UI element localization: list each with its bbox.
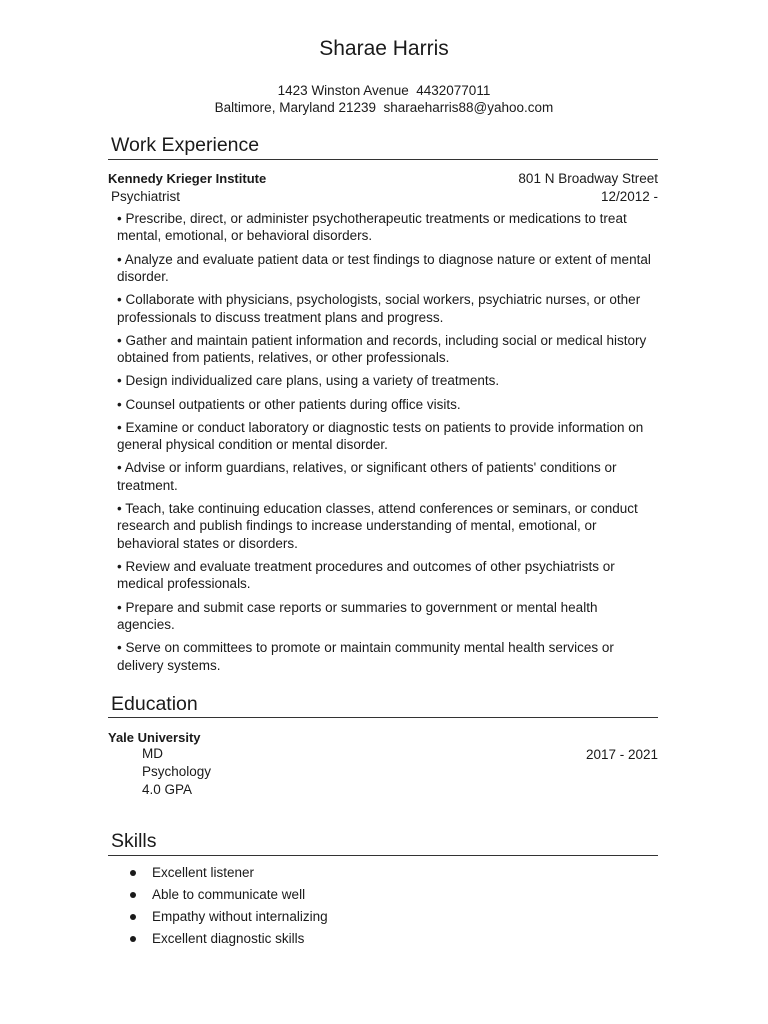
skill-label: Excellent diagnostic skills bbox=[152, 931, 305, 946]
field-of-study: Psychology bbox=[142, 764, 212, 779]
bullet-dot-icon bbox=[130, 870, 136, 876]
work-experience-divider bbox=[108, 159, 658, 160]
skills-divider bbox=[108, 855, 658, 856]
school-name: Yale University bbox=[108, 730, 201, 745]
job-dates: 12/2012 - bbox=[600, 189, 658, 204]
degree: MD bbox=[142, 746, 163, 761]
bullet-dot-icon bbox=[130, 892, 136, 898]
responsibility-item: • Prepare and submit case reports or summaries to government or mental health agencies. bbox=[117, 599, 598, 633]
responsibility-item: • Collaborate with physicians, psychologists, social workers, psychiatric nurses, or other professionals to discuss treatment plans and progress. bbox=[117, 292, 641, 325]
employer-name: Kennedy Krieger Institute bbox=[108, 171, 267, 186]
responsibility-item: • Review and evaluate treatment procedures and outcomes of other psychiatrists or medical professionals. bbox=[117, 559, 615, 592]
responsibility-item: • Teach, take continuing education classes, attend conferences or seminars, or conduct research and publish findings to increase understanding of mental, emotional, or behavioral states or disorders. bbox=[117, 501, 638, 551]
skill-item bbox=[130, 928, 328, 950]
contact-line-address-phone: 1423 Winston Avenue 4432077011 bbox=[277, 83, 491, 98]
education-dates: 2017 - 2021 bbox=[585, 747, 658, 762]
candidate-name: Sharae Harris bbox=[319, 37, 449, 60]
responsibility-item: • Analyze and evaluate patient data or test findings to diagnose nature or extent of mental disorder. bbox=[117, 251, 651, 285]
employer-address: 801 N Broadway Street bbox=[518, 171, 658, 186]
skill-item bbox=[130, 906, 328, 928]
skill-label: Able to communicate well bbox=[152, 887, 306, 902]
job-title: Psychiatrist bbox=[111, 189, 181, 204]
responsibility-item: • Serve on committees to promote or maintain community mental health services or delivery systems. bbox=[117, 640, 614, 673]
work-experience-heading: Work Experience bbox=[111, 134, 260, 156]
bullet-dot-icon bbox=[130, 936, 136, 942]
skill-label: Empathy without internalizing bbox=[152, 909, 328, 924]
skills-list bbox=[130, 862, 328, 950]
skill-label: Excellent listener bbox=[152, 865, 255, 880]
responsibility-item: • Design individualized care plans, using a variety of treatments. bbox=[117, 373, 500, 389]
gpa: 4.0 GPA bbox=[142, 782, 193, 797]
skill-item bbox=[130, 884, 328, 906]
responsibility-item: • Counsel outpatients or other patients during office visits. bbox=[117, 396, 461, 412]
responsibility-item: • Gather and maintain patient information and records, including social or medical history obtained from patients, relatives, or other professionals. bbox=[117, 332, 647, 366]
education-heading: Education bbox=[111, 693, 198, 715]
responsibility-item: • Advise or inform guardians, relatives, or significant others of patients' conditions or treatment. bbox=[117, 460, 617, 493]
responsibility-item: • Examine or conduct laboratory or diagnostic tests on patients to provide information on general physical condition or mental disorder. bbox=[117, 419, 644, 453]
skills-heading: Skills bbox=[111, 830, 157, 852]
bullet-dot-icon bbox=[130, 914, 136, 920]
skill-item bbox=[130, 862, 328, 884]
responsibility-item: • Prescribe, direct, or administer psychotherapeutic treatments or medications to treat mental, emotional, or behavioral disorders. bbox=[117, 211, 627, 244]
education-divider bbox=[108, 717, 658, 718]
job-responsibilities bbox=[117, 210, 657, 680]
contact-line-city-email: Baltimore, Maryland 21239 sharaeharris88@yahoo.com bbox=[214, 100, 554, 115]
